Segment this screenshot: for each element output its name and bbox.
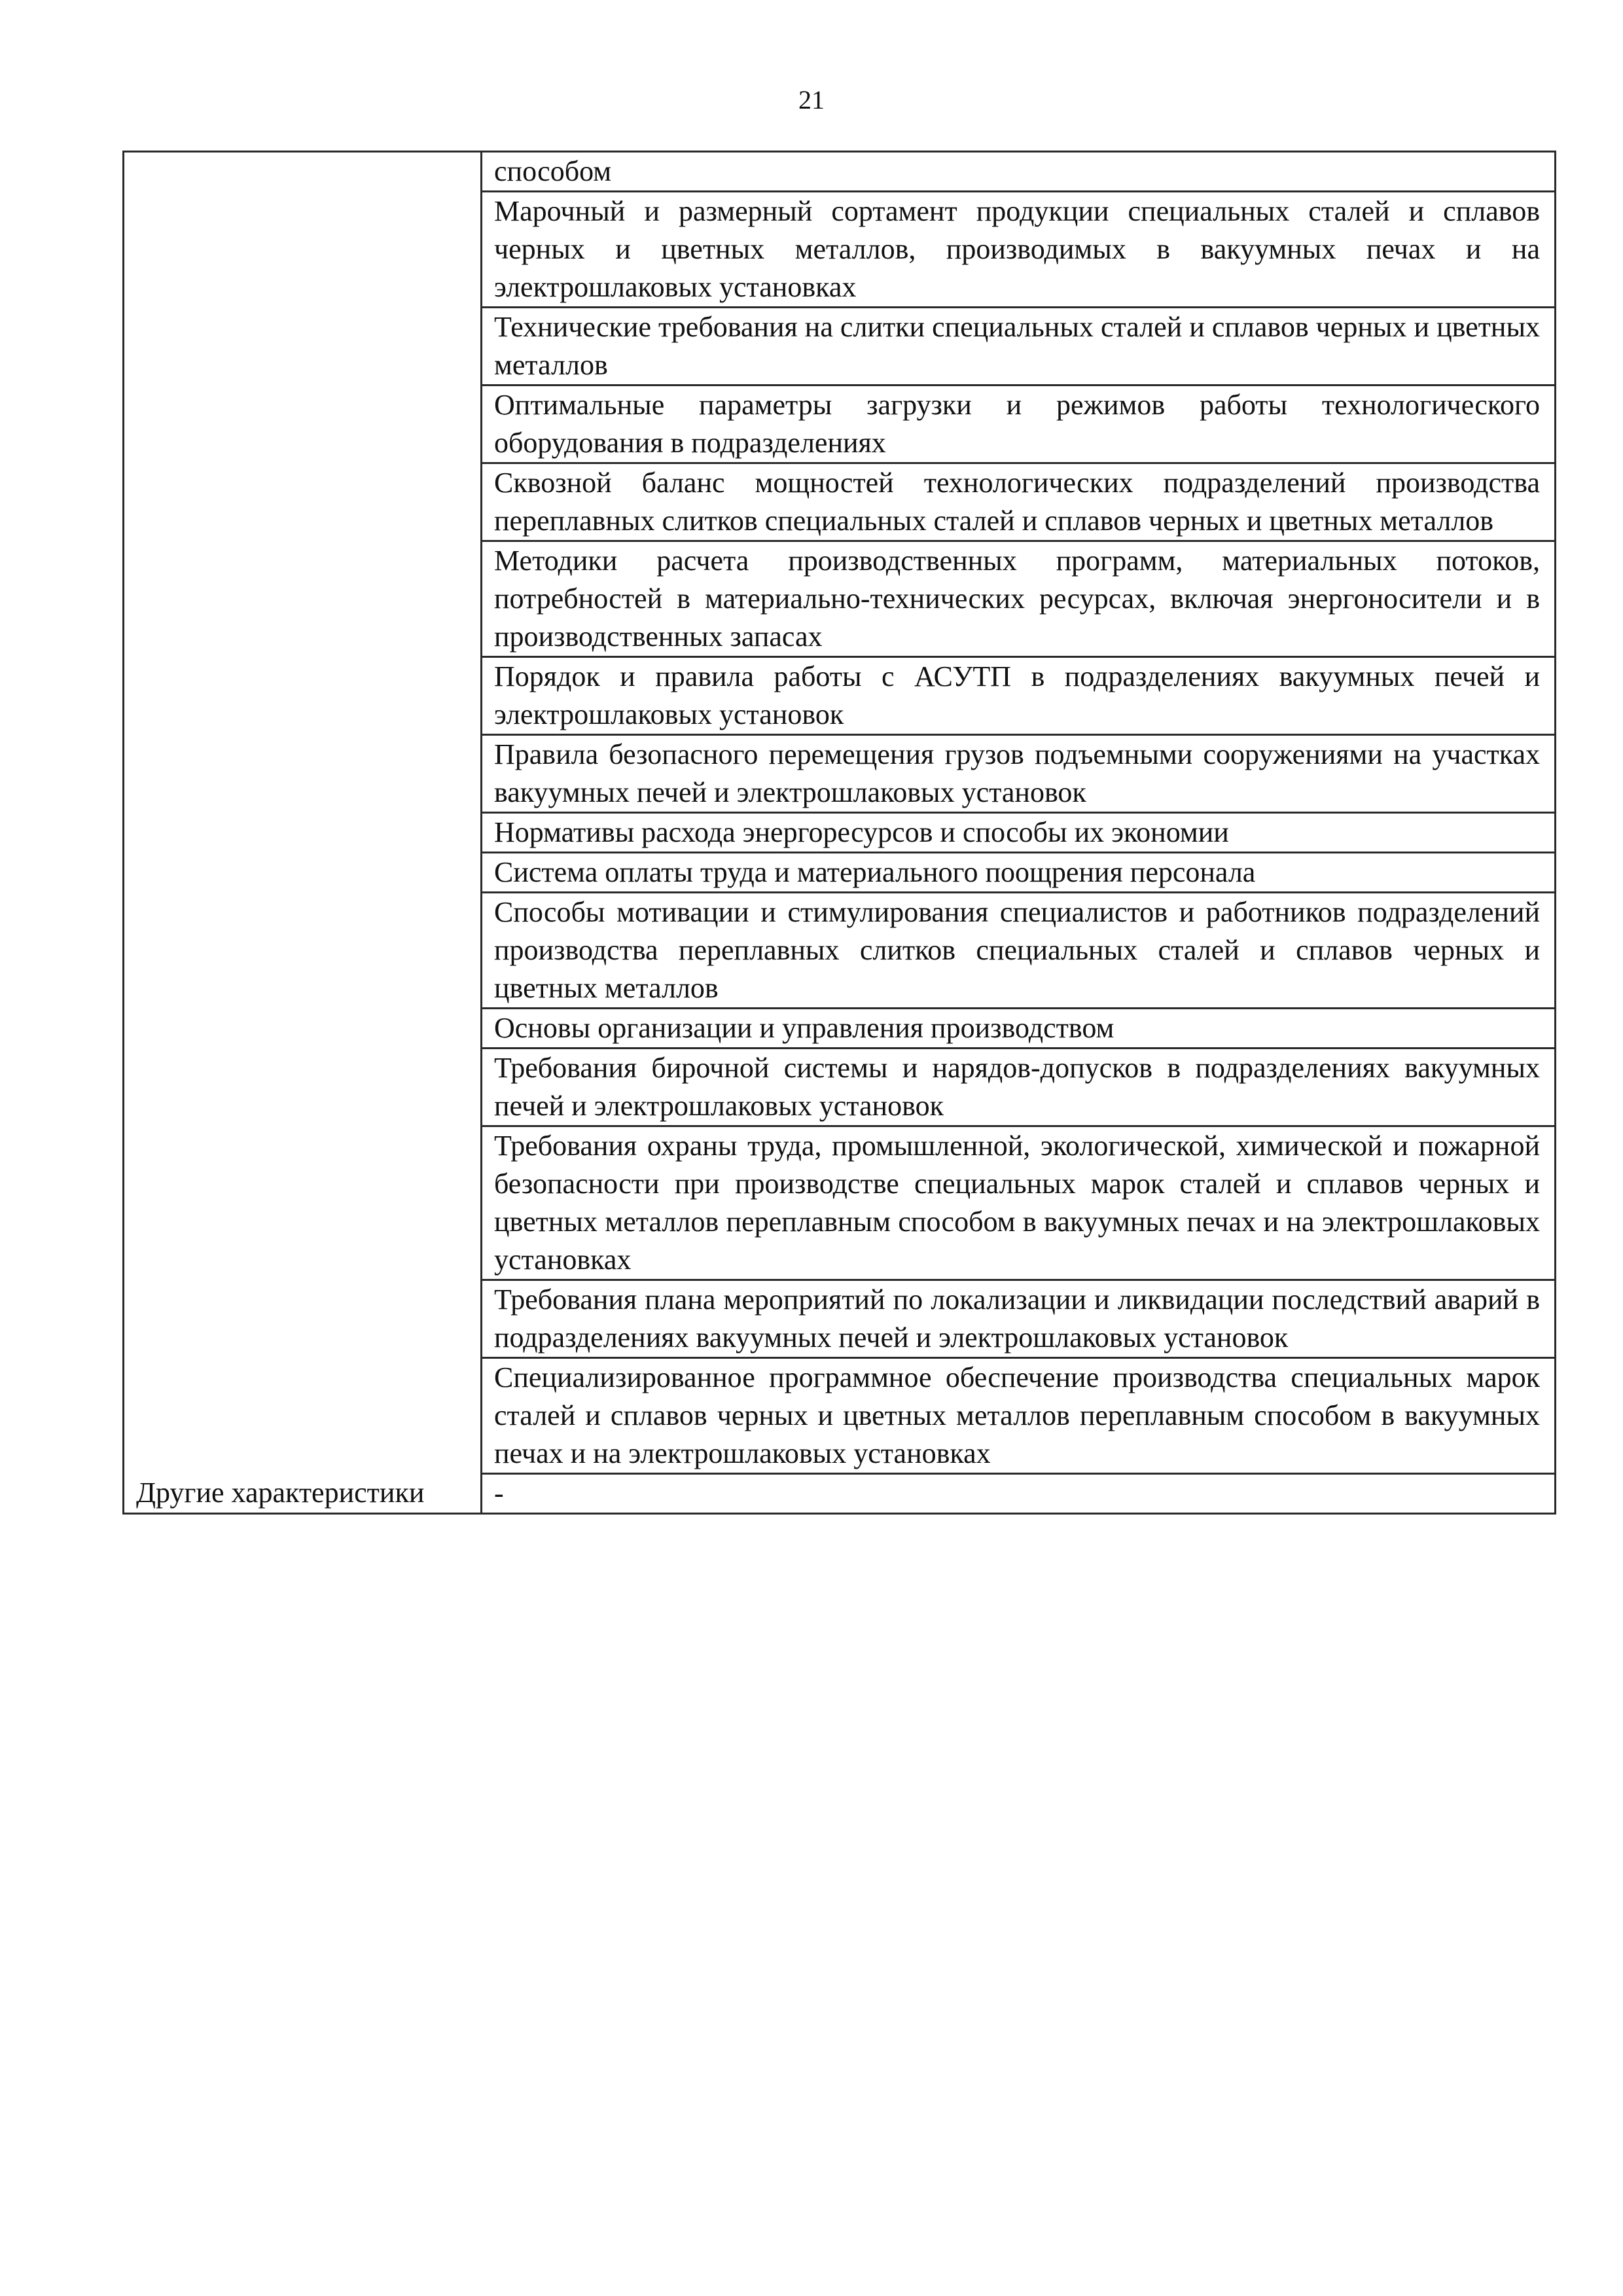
knowledge-item-text: Требования плана мероприятий по локализации и ликвидации последствий аварий в подразделениях вакуумных печей и электрошлаковых установок: [494, 1283, 1540, 1354]
knowledge-item-text: Система оплаты труда и материального поощрения персонала: [494, 856, 1256, 888]
knowledge-item: [482, 1358, 1556, 1474]
knowledge-item-text: Нормативы расхода энергоресурсов и способы их экономии: [494, 816, 1229, 848]
knowledge-item-text: Методики расчета производственных программ, материальных потоков, потребностей в материально-технических ресурсах, включая энергоносители и в производственных запасах: [494, 545, 1540, 653]
knowledge-item: [482, 386, 1556, 463]
knowledge-item-text: Основы организации и управления производством: [494, 1012, 1115, 1044]
knowledge-item-text: Правила безопасного перемещения грузов подъемными сооружениями на участках вакуумных печей и электрошлаковых установок: [494, 738, 1540, 808]
other-characteristics-value: -: [482, 1474, 1556, 1514]
knowledge-item: [482, 308, 1556, 386]
knowledge-item: [482, 813, 1556, 853]
knowledge-item-text: Порядок и правила работы с АСУТП в подразделениях вакуумных печей и электрошлаковых установок: [494, 660, 1540, 730]
knowledge-item: [482, 1126, 1556, 1280]
page-number: 21: [798, 85, 825, 115]
knowledge-item-text: Требования бирочной системы и нарядов-допусков в подразделениях вакуумных печей и электрошлаковых установок: [494, 1052, 1540, 1122]
knowledge-item: [482, 463, 1556, 541]
knowledge-item-text: Способы мотивации и стимулирования специалистов и работников подразделений производства переплавных слитков специальных сталей и сплавов черных и цветных металлов: [494, 896, 1540, 1004]
knowledge-item-text: Марочный и размерный сортамент продукции специальных сталей и сплавов черных и цветных металлов, производимых в вакуумных печах и на электрошлаковых установках: [494, 195, 1540, 303]
knowledge-item-text: Сквозной баланс мощностей технологических подразделений производства переплавных слитков специальных сталей и сплавов черных и цветных металлов: [494, 467, 1540, 537]
knowledge-item: [482, 192, 1556, 308]
knowledge-item: [482, 1049, 1556, 1126]
knowledge-item: [482, 152, 1556, 192]
knowledge-item: [482, 853, 1556, 893]
knowledge-item-text: Технические требования на слитки специальных сталей и сплавов черных и цветных металлов: [494, 311, 1540, 381]
knowledge-item: [482, 541, 1556, 657]
knowledge-table: [122, 151, 1556, 1515]
knowledge-item: [482, 657, 1556, 735]
knowledge-item-text: Специализированное программное обеспечение производства специальных марок сталей и сплавов черных и цветных металлов переплавным способом в вакуумных печах и на электрошлаковых установках: [494, 1361, 1540, 1469]
other-characteristics-label: Другие характеристики: [124, 1474, 482, 1514]
knowledge-item: [482, 1009, 1556, 1049]
table-row-other-characteristics: [124, 1474, 1556, 1514]
knowledge-item-text: способом: [494, 155, 612, 187]
empty-label-cell: [124, 152, 482, 1474]
knowledge-item: [482, 1280, 1556, 1358]
knowledge-item-text: Требования охраны труда, промышленной, экологической, химической и пожарной безопасности при производстве специальных марок сталей и сплавов черных и цветных металлов переплавным способом в вакуумных печах и на электрошлаковых установках: [494, 1130, 1540, 1276]
table-row: [124, 152, 1556, 192]
knowledge-item: [482, 893, 1556, 1009]
knowledge-item: [482, 735, 1556, 813]
knowledge-item-text: Оптимальные параметры загрузки и режимов работы технологического оборудования в подразделениях: [494, 389, 1540, 459]
